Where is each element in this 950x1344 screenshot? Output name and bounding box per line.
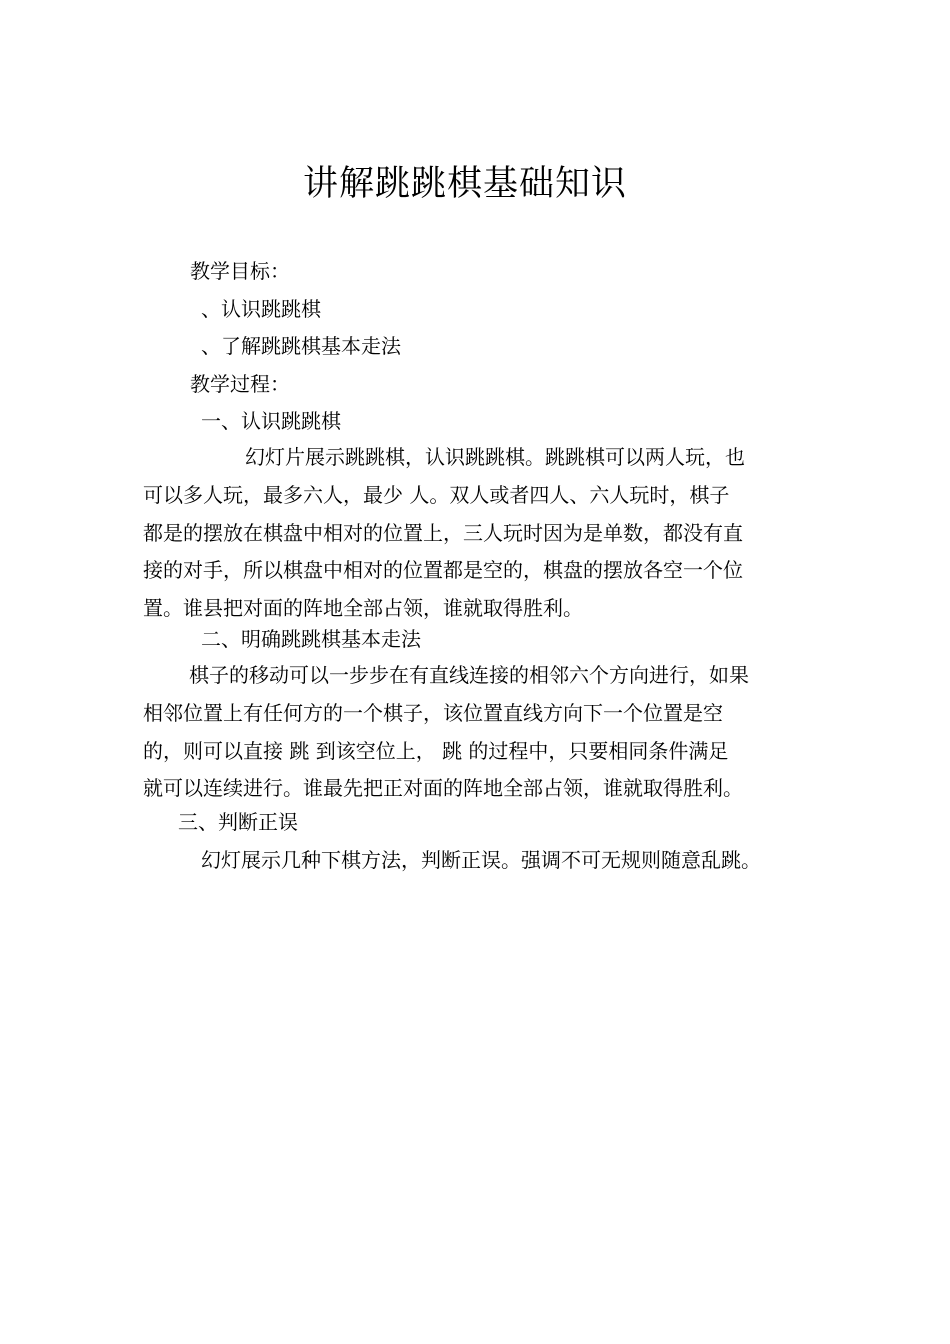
section-3-text: 幻灯展示几种下棋方法，判断正误。强调不可无规则随意乱跳。 [201,848,761,872]
section-2-heading: 二、明确跳跳棋基本走法 [201,627,421,651]
section-1-line: 都是的摆放在棋盘中相对的位置上，三人玩时因为是单数，都没有直 [143,520,743,545]
objective-item-1: 、认识跳跳棋 [201,297,321,321]
section-2-line: 相邻位置上有任何方的一个棋子，该位置直线方向下一个位置是空 [143,700,723,725]
objective-item-2: 、了解跳跳棋基本走法 [201,334,401,358]
section-2-paragraph [143,657,806,808]
section-1-line: 置。谁县把对面的阵地全部占领，谁就取得胜利。 [143,596,583,621]
section-1-line: 幻灯片展示跳跳棋，认识跳跳棋。跳跳棋可以两人玩，也 [245,445,745,469]
section-2-line: 棋子的移动可以一步步在有直线连接的相邻六个方向进行，如果 [189,663,749,687]
section-1-line: 可以多人玩，最多六人，最少 人。双人或者四人、六人玩时，棋子 [143,482,730,507]
section-2-line: 就可以连续进行。谁最先把正对面的阵地全部占领，谁就取得胜利。 [143,776,743,801]
process-heading: 教学过程： [190,372,290,396]
document-title: 讲解跳跳棋基础知识 [302,164,627,204]
section-1-paragraph [143,439,806,628]
section-1-heading: 一、认识跳跳棋 [201,409,341,433]
section-1-line: 接的对手，所以棋盘中相对的位置都是空的，棋盘的摆放各空一个位 [143,558,743,583]
section-2-line: 的，则可以直接 跳 到该空位上， 跳 的过程中，只要相同条件满足 [143,738,729,763]
section-3-heading: 三、判断正误 [178,810,298,834]
objectives-heading: 教学目标： [190,259,290,283]
